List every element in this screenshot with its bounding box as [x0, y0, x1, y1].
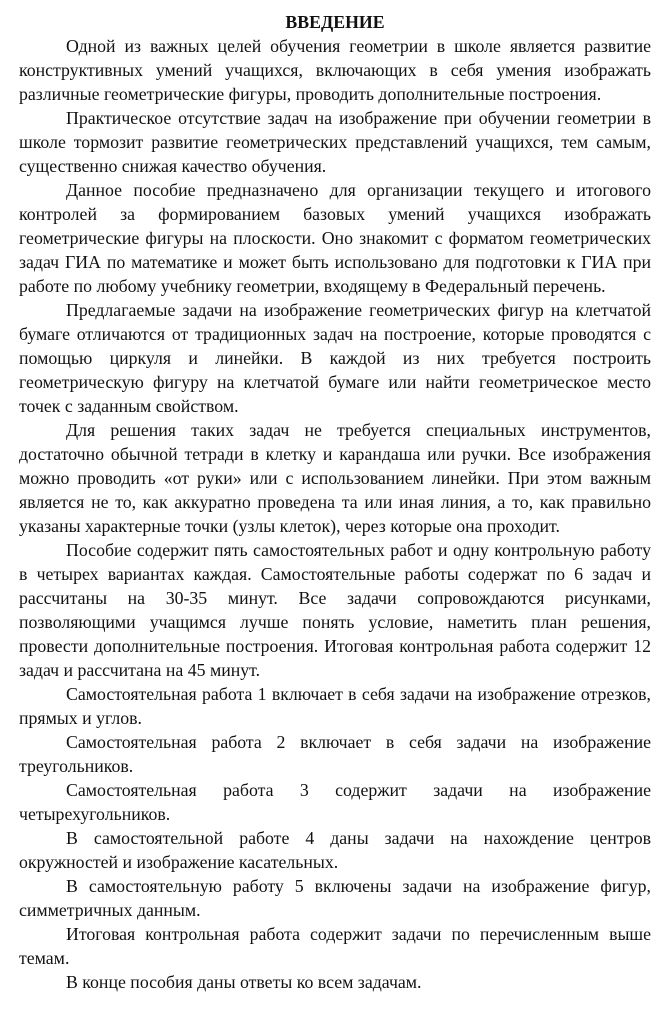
paragraph-work-4: В самостоятельной работе 4 даны задачи на нахождение центров окружностей и изображение касательных.	[19, 828, 651, 872]
paragraph-task-types: Предлагаемые задачи на изображение геометрических фигур на клетчатой бумаге отличаются от традиционных задач на построение, которые проводятся с помощью циркуля и линейки. В каждой из них требуется построить геометрическую фигуру на клетчатой бумаге или найти геометрическое место точек с заданным свойством.	[19, 300, 651, 416]
paragraph-problem: Практическое отсутствие задач на изображение при обучении геометрии в школе тормозит развитие геометрических представлений учащихся, тем самым, существенно снижая качество обучения.	[19, 108, 651, 176]
paragraph-work-1: Самостоятельная работа 1 включает в себя задачи на изображение отрезков, прямых и углов.	[19, 684, 651, 728]
paragraph-answers: В конце пособия даны ответы ко всем задачам.	[66, 972, 422, 992]
paragraph-work-5: В самостоятельную работу 5 включены задачи на изображение фигур, симметричных данным.	[19, 876, 651, 920]
document-title: ВВЕДЕНИЕ	[285, 12, 385, 32]
document-page	[19, 10, 651, 994]
paragraph-tools: Для решения таких задач не требуется специальных инструментов, достаточно обычной тетради в клетку и карандаша или ручки. Все изображения можно проводить «от руки» или с использованием линейки. При этом важным является не то, как аккуратно проведена та или иная линия, а то, как правильно указаны характерные точки (узлы клеток), через которые она проходит.	[19, 420, 651, 536]
paragraph-contents: Пособие содержит пять самостоятельных работ и одну контрольную работу в четырех вариантах каждая. Самостоятельные работы содержат по 6 задач и рассчитаны на 30-35 минут. Все задачи сопровождаются рисунками, позволяющими учащимся лучше понять условие, наметить план решения, провести дополнительные построения. Итоговая контрольная работа содержит 12 задач и рассчитана на 45 минут.	[19, 540, 651, 680]
paragraph-goals: Одной из важных целей обучения геометрии в школе является развитие конструктивных умений учащихся, включающих в себя умения изображать различные геометрические фигуры, проводить дополнительные построения.	[19, 36, 651, 104]
paragraph-work-2: Самостоятельная работа 2 включает в себя задачи на изображение треугольников.	[19, 732, 651, 776]
paragraph-purpose: Данное пособие предназначено для организации текущего и итогового контролей за формированием базовых умений учащихся изображать геометрические фигуры на плоскости. Оно знакомит с форматом геометрических задач ГИА по математике и может быть использовано для подготовки к ГИА при работе по любому учебнику геометрии, входящему в Федеральный перечень.	[19, 180, 651, 296]
paragraph-work-3: Самостоятельная работа 3 содержит задачи на изображение четырехугольников.	[19, 780, 651, 824]
paragraph-final-test: Итоговая контрольная работа содержит задачи по перечисленным выше темам.	[19, 924, 651, 968]
